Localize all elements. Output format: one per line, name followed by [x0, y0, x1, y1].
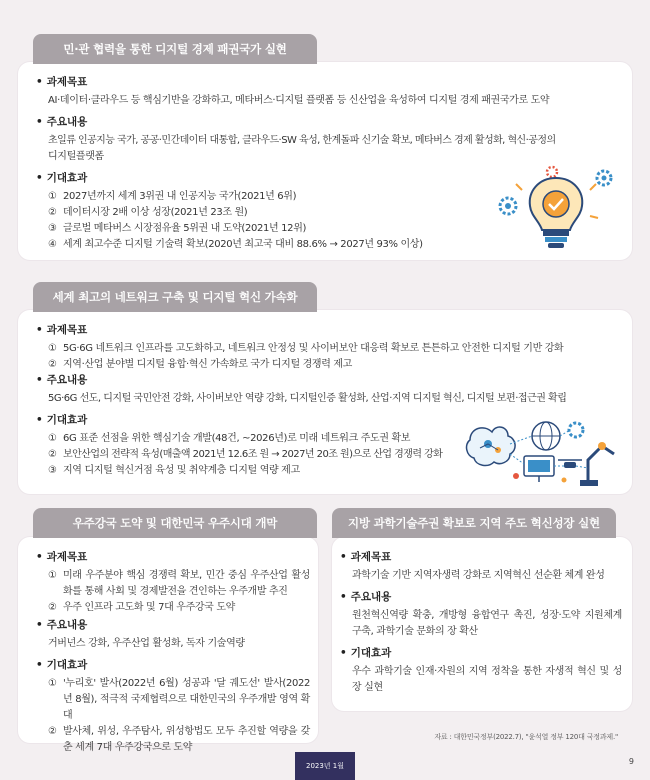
section3-content	[36, 617, 310, 652]
brain-icon	[467, 427, 516, 465]
section1-effect	[36, 170, 496, 253]
goal-text: 우주 인프라 고도화 및 7대 우주강국 도약	[63, 602, 235, 613]
section4-effect	[340, 645, 622, 696]
effect-text: 글로벌 메타버스 시장점유율 5위권 내 도약(2021년 12위)	[63, 223, 307, 234]
section1-effect-item	[36, 205, 496, 221]
section1-goal-text: AI·데이터·클라우드 등 핵심기반을 강화하고, 메타버스·디지털 플랫폼 등 신산업을 육성하여 디지털 경제 패권국가로 도약	[48, 95, 550, 106]
section3-effect-item	[36, 724, 310, 756]
robot-arm-icon	[580, 442, 614, 486]
section1-tab: 민·관 협력을 통한 디지털 경제 패권국가 실현	[33, 34, 317, 64]
gear-icon	[569, 423, 583, 437]
section2-effect-title: • 기대효과	[36, 412, 476, 427]
effect-text: 발사체, 위성, 우주탐사, 위성항법도 모두 추진할 역량을 갖춘 세계 7대 우주강국으로 도약	[63, 726, 310, 753]
section2-goal-title: • 과제목표	[36, 322, 621, 337]
section2-content-title: • 주요내용	[36, 372, 621, 387]
section3-goal	[36, 549, 310, 616]
effect-text: 데이터시장 2배 이상 성장(2021년 23조 원)	[63, 207, 248, 218]
section4-goal-text: 과학기술 기반 지역자생력 강화로 지역혁신 선순환 체계 완성	[352, 570, 605, 581]
section1-goal	[36, 74, 621, 109]
effect-number: ②	[48, 207, 57, 218]
section4-content	[340, 589, 622, 640]
section4-goal	[340, 549, 622, 584]
effect-text: 지역 디지털 혁신거점 육성 및 취약계층 디지털 역량 제고	[63, 465, 300, 476]
lightbulb-gears-illustration	[494, 164, 618, 256]
section1-content-line2: 디지털플랫폼	[48, 151, 104, 162]
section2-effect-item	[36, 431, 476, 447]
section1-effect-title: • 기대효과	[36, 170, 496, 185]
section2-effect-item	[36, 447, 476, 463]
goal-text: 지역·산업 분야별 디지털 융합·혁신 가속화로 국가 디지털 경쟁력 제고	[63, 359, 352, 370]
section2-goal-item	[36, 357, 621, 373]
goal-number: ②	[48, 359, 57, 370]
section4-content-title: • 주요내용	[340, 589, 622, 604]
section3-tab: 우주강국 도약 및 대한민국 우주시대 개막	[33, 508, 317, 538]
effect-text: 보안산업의 전략적 육성(매출액 2021년 12.6조 원 → 2027년 20조 원)으로 산업 경쟁력 강화	[63, 449, 443, 460]
section3-effect-item	[36, 676, 310, 724]
footer-date: 2023년 1월	[295, 752, 355, 780]
section3-effect	[36, 657, 310, 756]
section4-effect-title: • 기대효과	[340, 645, 622, 660]
section3-effect-title: • 기대효과	[36, 657, 310, 672]
section2-tab: 세계 최고의 네트워크 구축 및 디지털 혁신 가속화	[33, 282, 317, 312]
gear-icon	[500, 198, 516, 214]
section3-goal-item	[36, 600, 310, 616]
effect-number: ④	[48, 239, 57, 250]
section2-goal-item	[36, 341, 621, 357]
goal-number: ②	[48, 602, 57, 613]
effect-number: ③	[48, 223, 57, 234]
section2-content-text: 5G·6G 선도, 디지털 국민안전 강화, 사이버보안 역량 강화, 디지털인증 활성화, 산업·지역 디지털 혁신, 디지털 보편·접근권 확립	[48, 393, 567, 404]
section4-effect-text: 우수 과학기술 인재·자원의 지역 정착을 통한 자생적 혁신 및 성장 실현	[352, 666, 622, 693]
section1-effect-item	[36, 189, 496, 205]
section4-content-text: 원천혁신역량 확충, 개방형 융합연구 촉진, 성장·도약 지원체계 구축, 과학기술 문화의 장 확산	[352, 610, 622, 637]
effect-number: ②	[48, 726, 57, 737]
section2-effect	[36, 412, 476, 479]
goal-number: ①	[48, 343, 57, 354]
section1-content-line1: 초일류 인공지능 국가, 공공·민간데이터 대통합, 클라우드·SW 육성, 한계돌파 신기술 확보, 메타버스 경제 활성화, 혁신·공정의	[48, 135, 556, 146]
effect-number: ①	[48, 678, 57, 689]
goal-text: 5G·6G 네트워크 인프라를 고도화하고, 네트워크 안정성 및 사이버보안 대응력 확보로 튼튼하고 안전한 디지털 기반 강화	[63, 343, 564, 354]
goal-text: 미래 우주분야 핵심 경쟁력 확보, 민간 중심 우주산업 활성화를 통해 사회 및 경제발전을 견인하는 우주개발 추진	[63, 570, 310, 597]
effect-number: ①	[48, 433, 57, 444]
section2-effect-item	[36, 463, 476, 479]
section1-goal-title: • 과제목표	[36, 74, 621, 89]
gear-icon	[597, 171, 611, 185]
section4-tab: 지방 과학기술주권 확보로 지역 주도 혁신성장 실현	[332, 508, 616, 538]
lightbulb-icon	[530, 178, 583, 248]
effect-number: ①	[48, 191, 57, 202]
source-citation: 자료 : 대한민국정부(2022.7), "윤석열 정부 120대 국정과제."	[434, 733, 618, 741]
section3-goal-item	[36, 568, 310, 600]
effect-text: 6G 표준 선점을 위한 핵심기술 개발(48건, ~2026년)로 미래 네트워크 주도권 확보	[63, 433, 411, 444]
effect-number: ③	[48, 465, 57, 476]
section3-content-title: • 주요내용	[36, 617, 310, 632]
section1-effect-item	[36, 221, 496, 237]
drone-icon	[558, 460, 582, 468]
globe-icon	[532, 422, 560, 450]
section4-goal-title: • 과제목표	[340, 549, 622, 564]
effect-number: ②	[48, 449, 57, 460]
effect-text: 2027년까지 세계 3위권 내 인공지능 국가(2021년 6위)	[63, 191, 297, 202]
effect-text: '누리호' 발사(2022년 6월) 성공과 '달 궤도선' 발사(2022년 8월), 적극적 국제협력으로 대한민국의 우주개발 영역 확대	[63, 678, 310, 721]
section1-content	[36, 114, 621, 165]
gear-icon	[547, 167, 557, 177]
section3-goal-title: • 과제목표	[36, 549, 310, 564]
section2-goal	[36, 322, 621, 373]
section1-effect-item	[36, 237, 496, 253]
goal-number: ①	[48, 570, 57, 581]
section1-content-title: • 주요내용	[36, 114, 621, 129]
page-number: 9	[628, 757, 634, 766]
section3-content-text: 거버넌스 강화, 우주산업 활성화, 독자 기술역량	[48, 638, 245, 649]
effect-text: 세계 최고수준 디지털 기술력 확보(2020년 최고국 대비 88.6% → 2027년 93% 이상)	[63, 239, 423, 250]
section2-content	[36, 372, 621, 407]
digital-network-illustration	[464, 414, 624, 490]
monitor-icon	[524, 456, 554, 482]
